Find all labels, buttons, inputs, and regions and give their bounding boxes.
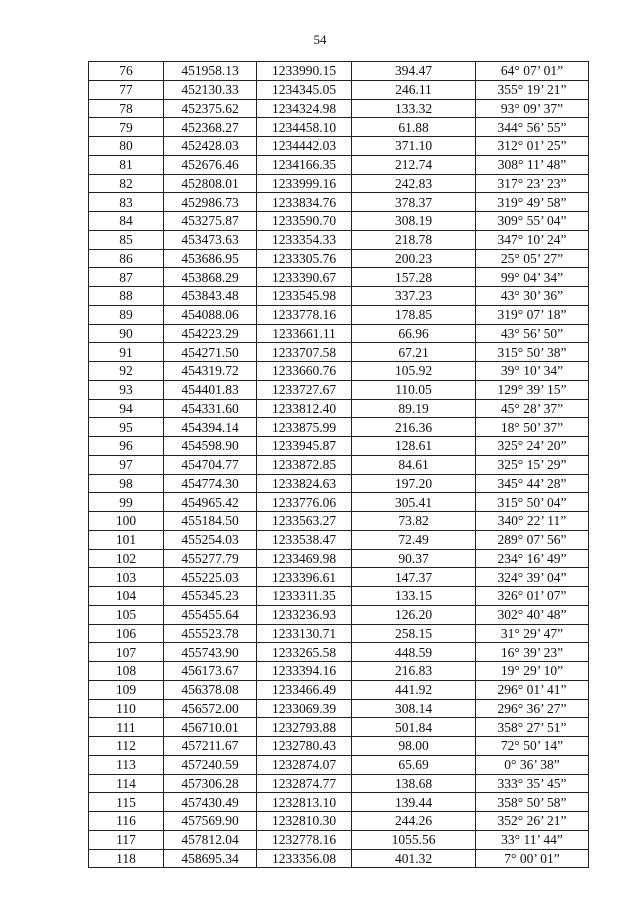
point-number-cell: 91 <box>89 343 164 362</box>
segment-length-cell: 337.23 <box>352 287 476 306</box>
point-number-cell: 88 <box>89 287 164 306</box>
x-coordinate-cell: 455523.78 <box>164 624 257 643</box>
table-row <box>89 99 589 118</box>
y-coordinate-cell: 1233265.58 <box>257 643 352 662</box>
y-coordinate-cell: 1233824.63 <box>257 474 352 493</box>
x-coordinate-cell: 454401.83 <box>164 380 257 399</box>
point-number-cell: 87 <box>89 268 164 287</box>
bearing-angle-cell: 93° 09’ 37” <box>476 99 589 118</box>
x-coordinate-cell: 452368.27 <box>164 118 257 137</box>
point-number-cell: 92 <box>89 362 164 381</box>
segment-length-cell: 308.14 <box>352 699 476 718</box>
segment-length-cell: 147.37 <box>352 568 476 587</box>
segment-length-cell: 105.92 <box>352 362 476 381</box>
x-coordinate-cell: 454319.72 <box>164 362 257 381</box>
segment-length-cell: 84.61 <box>352 455 476 474</box>
x-coordinate-cell: 454704.77 <box>164 455 257 474</box>
segment-length-cell: 216.36 <box>352 418 476 437</box>
bearing-angle-cell: 296° 01’ 41” <box>476 680 589 699</box>
x-coordinate-cell: 452130.33 <box>164 80 257 99</box>
bearing-angle-cell: 296° 36’ 27” <box>476 699 589 718</box>
bearing-angle-cell: 43° 30’ 36” <box>476 287 589 306</box>
table-row <box>89 399 589 418</box>
point-number-cell: 109 <box>89 680 164 699</box>
x-coordinate-cell: 457211.67 <box>164 737 257 756</box>
table-row <box>89 249 589 268</box>
segment-length-cell: 66.96 <box>352 324 476 343</box>
table-row <box>89 418 589 437</box>
table-row <box>89 155 589 174</box>
point-number-cell: 80 <box>89 137 164 156</box>
y-coordinate-cell: 1233660.76 <box>257 362 352 381</box>
table-row <box>89 474 589 493</box>
y-coordinate-cell: 1233834.76 <box>257 193 352 212</box>
y-coordinate-cell: 1233545.98 <box>257 287 352 306</box>
segment-length-cell: 65.69 <box>352 755 476 774</box>
x-coordinate-cell: 453868.29 <box>164 268 257 287</box>
y-coordinate-cell: 1233875.99 <box>257 418 352 437</box>
x-coordinate-cell: 457306.28 <box>164 774 257 793</box>
point-number-cell: 100 <box>89 512 164 531</box>
x-coordinate-cell: 453275.87 <box>164 212 257 231</box>
point-number-cell: 81 <box>89 155 164 174</box>
table-row <box>89 212 589 231</box>
page-number: 54 <box>313 32 327 47</box>
table-row <box>89 455 589 474</box>
segment-length-cell: 126.20 <box>352 605 476 624</box>
x-coordinate-cell: 455455.64 <box>164 605 257 624</box>
x-coordinate-cell: 454598.90 <box>164 437 257 456</box>
y-coordinate-cell: 1232874.77 <box>257 774 352 793</box>
bearing-angle-cell: 312° 01’ 25” <box>476 137 589 156</box>
point-number-cell: 95 <box>89 418 164 437</box>
segment-length-cell: 378.37 <box>352 193 476 212</box>
table-row <box>89 362 589 381</box>
x-coordinate-cell: 452676.46 <box>164 155 257 174</box>
point-number-cell: 79 <box>89 118 164 137</box>
point-number-cell: 78 <box>89 99 164 118</box>
y-coordinate-cell: 1233563.27 <box>257 512 352 531</box>
x-coordinate-cell: 453473.63 <box>164 230 257 249</box>
bearing-angle-cell: 72° 50’ 14” <box>476 737 589 756</box>
bearing-angle-cell: 31° 29’ 47” <box>476 624 589 643</box>
y-coordinate-cell: 1234166.35 <box>257 155 352 174</box>
x-coordinate-cell: 452986.73 <box>164 193 257 212</box>
x-coordinate-cell: 454965.42 <box>164 493 257 512</box>
table-row <box>89 437 589 456</box>
bearing-angle-cell: 39° 10’ 34” <box>476 362 589 381</box>
bearing-angle-cell: 302° 40’ 48” <box>476 605 589 624</box>
x-coordinate-cell: 452428.03 <box>164 137 257 156</box>
segment-length-cell: 501.84 <box>352 718 476 737</box>
bearing-angle-cell: 358° 27’ 51” <box>476 718 589 737</box>
table-row <box>89 305 589 324</box>
table-row <box>89 812 589 831</box>
segment-length-cell: 138.68 <box>352 774 476 793</box>
y-coordinate-cell: 1233776.06 <box>257 493 352 512</box>
segment-length-cell: 90.37 <box>352 549 476 568</box>
bearing-angle-cell: 325° 24’ 20” <box>476 437 589 456</box>
segment-length-cell: 72.49 <box>352 530 476 549</box>
point-number-cell: 97 <box>89 455 164 474</box>
x-coordinate-cell: 456173.67 <box>164 662 257 681</box>
y-coordinate-cell: 1234458.10 <box>257 118 352 137</box>
point-number-cell: 99 <box>89 493 164 512</box>
point-number-cell: 89 <box>89 305 164 324</box>
bearing-angle-cell: 99° 04’ 34” <box>476 268 589 287</box>
segment-length-cell: 394.47 <box>352 62 476 81</box>
point-number-cell: 112 <box>89 737 164 756</box>
table-row <box>89 624 589 643</box>
bearing-angle-cell: 0° 36’ 38” <box>476 755 589 774</box>
table-row <box>89 699 589 718</box>
bearing-angle-cell: 315° 50’ 38” <box>476 343 589 362</box>
segment-length-cell: 61.88 <box>352 118 476 137</box>
bearing-angle-cell: 325° 15’ 29” <box>476 455 589 474</box>
y-coordinate-cell: 1233396.61 <box>257 568 352 587</box>
segment-length-cell: 200.23 <box>352 249 476 268</box>
table-row <box>89 80 589 99</box>
table-row <box>89 737 589 756</box>
table-row <box>89 605 589 624</box>
table-row <box>89 268 589 287</box>
bearing-angle-cell: 324° 39’ 04” <box>476 568 589 587</box>
segment-length-cell: 133.15 <box>352 587 476 606</box>
segment-length-cell: 110.05 <box>352 380 476 399</box>
table-row <box>89 493 589 512</box>
bearing-angle-cell: 309° 55’ 04” <box>476 212 589 231</box>
y-coordinate-cell: 1232874.07 <box>257 755 352 774</box>
point-number-cell: 101 <box>89 530 164 549</box>
y-coordinate-cell: 1233538.47 <box>257 530 352 549</box>
segment-length-cell: 67.21 <box>352 343 476 362</box>
bearing-angle-cell: 7° 00’ 01” <box>476 849 589 868</box>
coordinates-table-body <box>89 62 589 868</box>
x-coordinate-cell: 454223.29 <box>164 324 257 343</box>
x-coordinate-cell: 453843.48 <box>164 287 257 306</box>
point-number-cell: 77 <box>89 80 164 99</box>
point-number-cell: 114 <box>89 774 164 793</box>
table-row <box>89 793 589 812</box>
point-number-cell: 113 <box>89 755 164 774</box>
x-coordinate-cell: 458695.34 <box>164 849 257 868</box>
point-number-cell: 104 <box>89 587 164 606</box>
point-number-cell: 84 <box>89 212 164 231</box>
y-coordinate-cell: 1233812.40 <box>257 399 352 418</box>
segment-length-cell: 128.61 <box>352 437 476 456</box>
y-coordinate-cell: 1233130.71 <box>257 624 352 643</box>
y-coordinate-cell: 1233590.70 <box>257 212 352 231</box>
y-coordinate-cell: 1233466.49 <box>257 680 352 699</box>
table-row <box>89 512 589 531</box>
x-coordinate-cell: 454774.30 <box>164 474 257 493</box>
point-number-cell: 76 <box>89 62 164 81</box>
segment-length-cell: 448.59 <box>352 643 476 662</box>
bearing-angle-cell: 64° 07’ 01” <box>476 62 589 81</box>
segment-length-cell: 178.85 <box>352 305 476 324</box>
table-row <box>89 530 589 549</box>
segment-length-cell: 305.41 <box>352 493 476 512</box>
table-row <box>89 193 589 212</box>
table-row <box>89 324 589 343</box>
bearing-angle-cell: 19° 29’ 10” <box>476 662 589 681</box>
x-coordinate-cell: 455345.23 <box>164 587 257 606</box>
point-number-cell: 86 <box>89 249 164 268</box>
x-coordinate-cell: 457812.04 <box>164 830 257 849</box>
segment-length-cell: 242.83 <box>352 174 476 193</box>
table-row <box>89 568 589 587</box>
segment-length-cell: 133.32 <box>352 99 476 118</box>
y-coordinate-cell: 1233311.35 <box>257 587 352 606</box>
x-coordinate-cell: 452375.62 <box>164 99 257 118</box>
segment-length-cell: 98.00 <box>352 737 476 756</box>
bearing-angle-cell: 129° 39’ 15” <box>476 380 589 399</box>
bearing-angle-cell: 25° 05’ 27” <box>476 249 589 268</box>
table-row <box>89 587 589 606</box>
point-number-cell: 94 <box>89 399 164 418</box>
segment-length-cell: 401.32 <box>352 849 476 868</box>
y-coordinate-cell: 1232778.16 <box>257 830 352 849</box>
y-coordinate-cell: 1233236.93 <box>257 605 352 624</box>
table-row <box>89 343 589 362</box>
bearing-angle-cell: 340° 22’ 11” <box>476 512 589 531</box>
point-number-cell: 93 <box>89 380 164 399</box>
table-row <box>89 137 589 156</box>
x-coordinate-cell: 455743.90 <box>164 643 257 662</box>
segment-length-cell: 441.92 <box>352 680 476 699</box>
y-coordinate-cell: 1234442.03 <box>257 137 352 156</box>
bearing-angle-cell: 308° 11’ 48” <box>476 155 589 174</box>
bearing-angle-cell: 45° 28’ 37” <box>476 399 589 418</box>
segment-length-cell: 246.11 <box>352 80 476 99</box>
segment-length-cell: 371.10 <box>352 137 476 156</box>
x-coordinate-cell: 457569.90 <box>164 812 257 831</box>
y-coordinate-cell: 1233661.11 <box>257 324 352 343</box>
bearing-angle-cell: 18° 50’ 37” <box>476 418 589 437</box>
segment-length-cell: 308.19 <box>352 212 476 231</box>
x-coordinate-cell: 454088.06 <box>164 305 257 324</box>
coordinates-table <box>88 61 589 868</box>
y-coordinate-cell: 1232793.88 <box>257 718 352 737</box>
bearing-angle-cell: 43° 56’ 50” <box>476 324 589 343</box>
bearing-angle-cell: 315° 50’ 04” <box>476 493 589 512</box>
segment-length-cell: 244.26 <box>352 812 476 831</box>
x-coordinate-cell: 454394.14 <box>164 418 257 437</box>
y-coordinate-cell: 1233990.15 <box>257 62 352 81</box>
point-number-cell: 105 <box>89 605 164 624</box>
point-number-cell: 111 <box>89 718 164 737</box>
x-coordinate-cell: 452808.01 <box>164 174 257 193</box>
y-coordinate-cell: 1233707.58 <box>257 343 352 362</box>
bearing-angle-cell: 319° 49’ 58” <box>476 193 589 212</box>
segment-length-cell: 197.20 <box>352 474 476 493</box>
y-coordinate-cell: 1232813.10 <box>257 793 352 812</box>
y-coordinate-cell: 1232810.30 <box>257 812 352 831</box>
table-row <box>89 118 589 137</box>
x-coordinate-cell: 456710.01 <box>164 718 257 737</box>
bearing-angle-cell: 16° 39’ 23” <box>476 643 589 662</box>
bearing-angle-cell: 319° 07’ 18” <box>476 305 589 324</box>
bearing-angle-cell: 33° 11’ 44” <box>476 830 589 849</box>
y-coordinate-cell: 1233999.16 <box>257 174 352 193</box>
bearing-angle-cell: 333° 35’ 45” <box>476 774 589 793</box>
y-coordinate-cell: 1233727.67 <box>257 380 352 399</box>
point-number-cell: 107 <box>89 643 164 662</box>
y-coordinate-cell: 1233354.33 <box>257 230 352 249</box>
point-number-cell: 116 <box>89 812 164 831</box>
bearing-angle-cell: 326° 01’ 07” <box>476 587 589 606</box>
y-coordinate-cell: 1233778.16 <box>257 305 352 324</box>
segment-length-cell: 218.78 <box>352 230 476 249</box>
x-coordinate-cell: 456378.08 <box>164 680 257 699</box>
segment-length-cell: 157.28 <box>352 268 476 287</box>
x-coordinate-cell: 455254.03 <box>164 530 257 549</box>
table-row <box>89 755 589 774</box>
y-coordinate-cell: 1233394.16 <box>257 662 352 681</box>
x-coordinate-cell: 457240.59 <box>164 755 257 774</box>
point-number-cell: 85 <box>89 230 164 249</box>
table-row <box>89 718 589 737</box>
x-coordinate-cell: 455184.50 <box>164 512 257 531</box>
point-number-cell: 90 <box>89 324 164 343</box>
y-coordinate-cell: 1233945.87 <box>257 437 352 456</box>
y-coordinate-cell: 1233356.08 <box>257 849 352 868</box>
y-coordinate-cell: 1234324.98 <box>257 99 352 118</box>
segment-length-cell: 89.19 <box>352 399 476 418</box>
table-row <box>89 774 589 793</box>
segment-length-cell: 216.83 <box>352 662 476 681</box>
x-coordinate-cell: 457430.49 <box>164 793 257 812</box>
table-row <box>89 380 589 399</box>
bearing-angle-cell: 289° 07’ 56” <box>476 530 589 549</box>
x-coordinate-cell: 453686.95 <box>164 249 257 268</box>
table-row <box>89 287 589 306</box>
x-coordinate-cell: 451958.13 <box>164 62 257 81</box>
x-coordinate-cell: 454331.60 <box>164 399 257 418</box>
x-coordinate-cell: 455277.79 <box>164 549 257 568</box>
bearing-angle-cell: 355° 19’ 21” <box>476 80 589 99</box>
y-coordinate-cell: 1233305.76 <box>257 249 352 268</box>
point-number-cell: 106 <box>89 624 164 643</box>
point-number-cell: 83 <box>89 193 164 212</box>
bearing-angle-cell: 347° 10’ 24” <box>476 230 589 249</box>
y-coordinate-cell: 1233469.98 <box>257 549 352 568</box>
point-number-cell: 96 <box>89 437 164 456</box>
table-row <box>89 230 589 249</box>
bearing-angle-cell: 234° 16’ 49” <box>476 549 589 568</box>
segment-length-cell: 73.82 <box>352 512 476 531</box>
y-coordinate-cell: 1233390.67 <box>257 268 352 287</box>
x-coordinate-cell: 454271.50 <box>164 343 257 362</box>
table-row <box>89 174 589 193</box>
bearing-angle-cell: 345° 44’ 28” <box>476 474 589 493</box>
table-row <box>89 549 589 568</box>
point-number-cell: 102 <box>89 549 164 568</box>
bearing-angle-cell: 344° 56’ 55” <box>476 118 589 137</box>
table-row <box>89 62 589 81</box>
y-coordinate-cell: 1233069.39 <box>257 699 352 718</box>
x-coordinate-cell: 456572.00 <box>164 699 257 718</box>
y-coordinate-cell: 1234345.05 <box>257 80 352 99</box>
table-row <box>89 643 589 662</box>
segment-length-cell: 1055.56 <box>352 830 476 849</box>
bearing-angle-cell: 352° 26’ 21” <box>476 812 589 831</box>
point-number-cell: 118 <box>89 849 164 868</box>
bearing-angle-cell: 317° 23’ 23” <box>476 174 589 193</box>
table-row <box>89 849 589 868</box>
y-coordinate-cell: 1232780.43 <box>257 737 352 756</box>
table-row <box>89 680 589 699</box>
segment-length-cell: 258.15 <box>352 624 476 643</box>
segment-length-cell: 139.44 <box>352 793 476 812</box>
point-number-cell: 82 <box>89 174 164 193</box>
point-number-cell: 117 <box>89 830 164 849</box>
table-row <box>89 662 589 681</box>
segment-length-cell: 212.74 <box>352 155 476 174</box>
x-coordinate-cell: 455225.03 <box>164 568 257 587</box>
point-number-cell: 108 <box>89 662 164 681</box>
table-row <box>89 830 589 849</box>
bearing-angle-cell: 358° 50’ 58” <box>476 793 589 812</box>
point-number-cell: 110 <box>89 699 164 718</box>
y-coordinate-cell: 1233872.85 <box>257 455 352 474</box>
point-number-cell: 98 <box>89 474 164 493</box>
point-number-cell: 115 <box>89 793 164 812</box>
point-number-cell: 103 <box>89 568 164 587</box>
